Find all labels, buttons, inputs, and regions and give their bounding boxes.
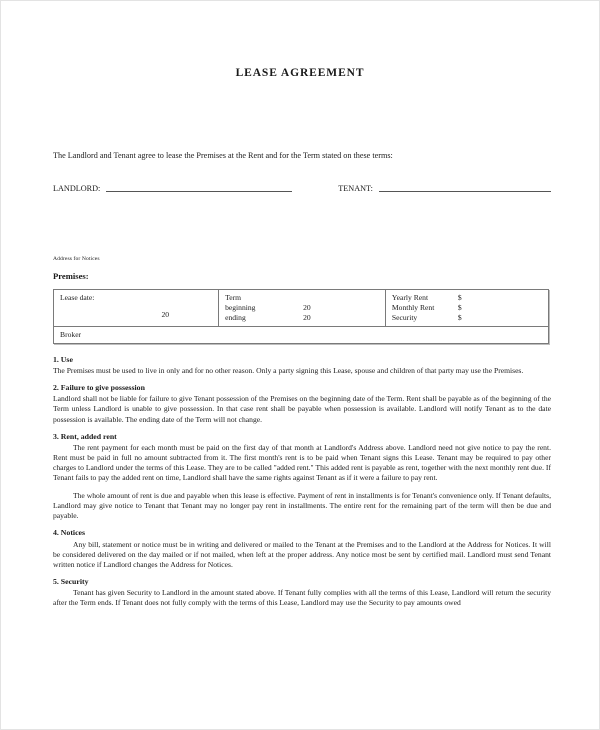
- term-beginning-year: 20: [303, 303, 311, 313]
- term-cell: [219, 290, 386, 327]
- section-paragraph: Landlord shall not be liable for failure to give Tenant possession of the Premises on the beginning date of the Term. Rent shall be payable as of the beginning of the Term unless Landlord is unable to give possession. In that case rent shall be payable when possession is available. Landlord will notify Tenant as to the date possession is available. The ending date of the Term will not change.: [53, 394, 551, 424]
- section-paragraph: The Premises must be used to live in only and for no other reason. Only a party signing this Lease, spouse and children of that party may use the Premises.: [53, 366, 524, 376]
- lease-date-label: Lease date:: [60, 293, 95, 302]
- section-paragraph: Tenant has given Security to Landlord in the amount stated above. If Tenant fully complies with all the terms of this Lease, Landlord will return the security after the Term ends. If Tenant does not fully comply with the terms of this Lease, Landlord may use the Security to pay amounts owed: [53, 587, 551, 608]
- section-heading: 4. Notices: [53, 528, 86, 538]
- page-title: LEASE AGREEMENT: [235, 67, 365, 79]
- section-security: [53, 577, 551, 608]
- lease-date-cell: [54, 290, 219, 327]
- section-heading: 1. Use: [53, 355, 73, 364]
- landlord-label: LANDLORD:: [53, 184, 101, 193]
- intro-paragraph: The Landlord and Tenant agree to lease the Premises at the Rent and for the Term stated on these terms:: [53, 151, 393, 160]
- section-paragraph: Any bill, statement or notice must be in writing and delivered or mailed to the Tenant at the Premises and to the Landlord at the Address for Notices. It will be considered delivered on the day mailed or if not mailed, when left at the proper address. Any notice most be sent by certified mail. Landlord must send Tenant written notice if Landlord changes the Address for Notices.: [53, 539, 551, 569]
- yearly-rent-label: Yearly Rent: [391, 293, 429, 302]
- address-for-notices-label: Address for Notices: [53, 256, 100, 262]
- table-row: [54, 290, 549, 327]
- tenant-signature-line[interactable]: [379, 190, 551, 192]
- landlord-signature-line[interactable]: [106, 190, 291, 192]
- lease-sections: [53, 355, 551, 615]
- section-heading: 2. Failure to give possession: [53, 383, 145, 393]
- section-failure-to-give-possession: [53, 383, 551, 424]
- section-paragraph: The whole amount of rent is due and payable when this lease is effective. Payment of rent in installments is for Tenant's convenience only. If Tenant defaults, Landlord may give notice to Tenant that Tenant may no longer pay rent in installments. The entire rent for the remaining part of the term will then be due and payable.: [53, 491, 551, 521]
- yearly-rent-value: $: [457, 293, 462, 302]
- term-label: Term: [225, 293, 242, 302]
- table-row: [54, 327, 549, 344]
- term-beginning-label: beginning: [225, 303, 256, 313]
- signature-block: [53, 184, 551, 194]
- premises-label: Premises:: [53, 271, 89, 281]
- term-ending-label: ending: [225, 313, 246, 323]
- security-value: $: [457, 313, 462, 323]
- security-label: Security: [391, 313, 418, 323]
- section-paragraph: The rent payment for each month must be paid on the first day of that month at Landlord's Address above. Landlord need not give notice to pay the rent. Rent must be paid in full no amount subtracted from it. The first month's rent is to be paid when Tenant signs this Lease. Tenant may be required to pay other charges to Landlord under the terms of this Lease. They are to be called "added rent." This added rent is payable as rent, together with the next monthly rent due. If Tenant fails to pay the added rent on time, Landlord shall have the same rights against Tenant as if it were a failure to pay rent.: [53, 442, 551, 483]
- section-use: [53, 355, 551, 376]
- lease-date-year: 20: [161, 310, 170, 320]
- term-header-spacer: [303, 293, 380, 303]
- tenant-label: TENANT:: [338, 184, 373, 193]
- section-heading: 3. Rent, added rent: [53, 431, 117, 441]
- section-rent-added-rent: [53, 432, 551, 522]
- term-ending-year: 20: [303, 313, 311, 323]
- monthly-rent-value: $: [457, 303, 462, 313]
- broker-cell: Broker: [54, 327, 549, 344]
- lease-details-table: [53, 289, 549, 344]
- monthly-rent-label: Monthly Rent: [391, 303, 435, 313]
- rent-cell: [385, 290, 548, 327]
- section-heading: 5. Security: [53, 576, 89, 586]
- section-notices: [53, 528, 551, 569]
